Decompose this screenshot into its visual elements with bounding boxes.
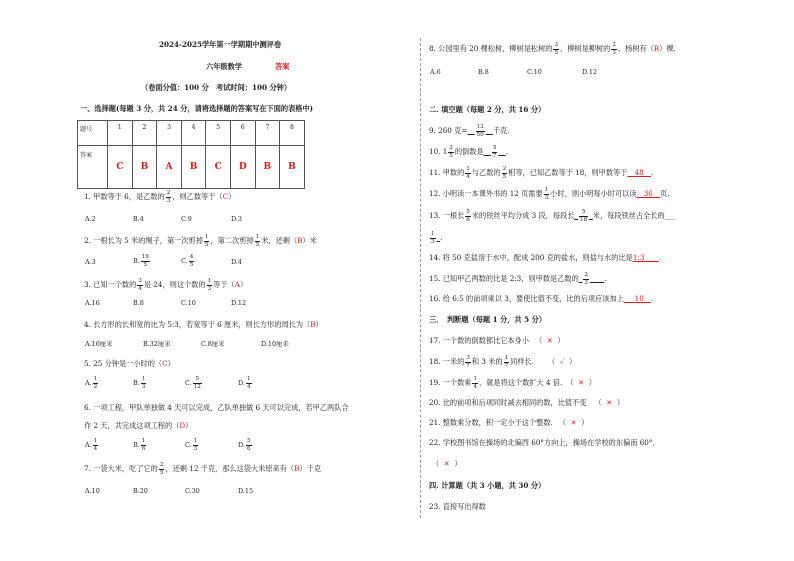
option-a: A.3 (85, 258, 96, 266)
table-cell: 3 (157, 121, 182, 146)
question-9: 9. 260 克=__ $\frac{13}{50}$ __千克. (429, 124, 510, 138)
cross-mark-icon: ✕ (546, 336, 553, 345)
question-6-options: A. $\frac{1}{4}$ B. $\frac{1}{6}$ C. $\frac{1}{3}$ D. $\frac{5}{6}$ (85, 438, 251, 452)
cross-mark-icon: ✕ (443, 459, 450, 468)
option-a: A.2 (85, 215, 96, 223)
answer-table (77, 120, 305, 189)
answer-mark: C (222, 192, 229, 201)
table-cell: 6 (230, 121, 255, 146)
question-2-options (85, 254, 275, 272)
table-cell: 1 (108, 121, 133, 146)
answer-mark: B (310, 320, 316, 329)
column-divider (420, 38, 421, 518)
question-23: 23. 直接写出得数 (429, 502, 486, 511)
question-2: 2. 一根长为 5 米的绳子，第一次剪掉 $\frac{1}{5}$ ，第二次剪掉 $\frac{1}{5}$ 米，还剩（B）米 (84, 234, 317, 248)
question-13: 13. 一根长 $\frac{5}{6}$ 米的铁丝平均分成 3 段，每段长_ $\frac{5}{18}$ _米，每段铁丝占全长的___ (429, 209, 676, 223)
table-answer-cell: C (206, 146, 231, 189)
section2-title: 二. 填空题（每题 2 分，共 16 分） (429, 105, 546, 114)
fraction: $\frac{2}{3}$ (166, 190, 171, 204)
question-6-line1: 6. 一项工程，甲队单独做 4 天可以完成，乙队单独做 6 天可以完成，若甲乙两队合 (84, 403, 349, 412)
question-18: 18. 一米的 $\frac{3}{7}$ 和 3 米的 $\frac{1}{7}$ 同样长. （ ✓ ） (429, 355, 577, 369)
question-12: 12. 小明读一本课外书的 12 页需要 $\frac{1}{3}$ 小时，则小明每小时可以读__36__页. (429, 187, 670, 201)
table-cell: 5 (206, 121, 231, 146)
question-4: 4. 长方形的长和宽的比为 5:3，若宽等于 6 厘米，则长方形的周长为（B） (84, 320, 323, 329)
section1-title: 一、选择题(每题 3 分，共 24 分，请将选择题的答案写在下面的表格中) (80, 104, 314, 113)
answer-mark: C (162, 359, 168, 368)
question-6-line2: 作 2 天，共完成这项工程的（D） (84, 421, 193, 430)
option-b: B. $\frac{19}{5}$ (133, 254, 149, 268)
question-8: 8. 公园里有 20 棵松树，柳树是松树的 $\frac{3}{5}$ ，柳树是柳树的 $\frac{2}{3}$ ，杨树有（B）棵. (429, 42, 676, 56)
table-answer-cell: A (157, 146, 182, 189)
question-10: 10. 1 $\frac{2}{5}$ 的倒数是__ $\frac{5}{7}$ __. (429, 145, 508, 159)
fraction: $\frac{1}{5}$ (255, 234, 260, 248)
answer-mark: A (234, 280, 240, 289)
cross-mark-icon: ✕ (570, 418, 577, 427)
table-cell: 4 (181, 121, 206, 146)
question-7: 7. 一袋大米，吃了它的 $\frac{2}{5}$ ，还剩 12 千克，那么这袋大米原来有（B）千克 (84, 462, 321, 476)
fraction: $\frac{1}{5}$ (204, 234, 209, 248)
exam-info: （卷面分值：100 分 考试时间：100 分钟） (141, 83, 292, 92)
exam-title: 2024-2025学年第一学期期中测评卷 (159, 40, 282, 49)
fraction: $\frac{3}{4}$ (138, 278, 142, 292)
table-answer-cell: C (108, 146, 133, 189)
table-answer-cell: B (255, 146, 280, 189)
table-answer-cell: B (181, 146, 206, 189)
exam-page: 2024-2025学年第一学期期中测评卷 六年级数学 答案 （卷面分值：100 分 考试时间：100 分钟） 一、选择题(每题 3 分，共 24 分，请将选择题的答案写在下面的表格中) 题号 1 2 3 4 5 6 7 8 答案 C B A B C D B B 1. 甲数等于 6，是乙数的 $\frac{2}{3}$ ，则乙数等于（C） A.2 B.4 C.9 D.3 2. 一根长为 5 米的绳子，第一次剪掉 $\frac{1}{5}$ ，第二次剪掉 $\frac{1}{5}$ 米，还剩（B）米 A.3 B. $\frac{19}{5}$ C. $\frac{4}{5}$ D.4 3. 已知一个数的 $\frac{3}{4}$ 是 24，则这个数的 $\frac{1}{3}$ 等于（A） A.16 B.8 C.10 D.12 4. 长方形的长和宽的比为 5:3，若宽等于 6 厘米，则长方形的周长为（B） A.16厘米 B.32厘米 C.8厘米 D.10厘米 5. 25 分钟是一小时的（C） A. $\frac{1}{2}$ B. $\frac{1}{3}$ C. $\frac{5}{12}$ D. $\frac{1}{4}$ 6. 一项工程，甲队单独做 4 天可以完成，乙队单独做 6 天可以完成，若甲乙两队合 作 2 天，共完成这项工程的（D） A. $\frac{1}{4}$ B. $\frac{1}{6}$ C. $\frac{1}{3}$ D. $\frac{5}{6}$ 7. 一袋大米，吃了它的 $\frac{2}{5}$ ，还剩 12 千克，那么这袋大米原来有（B）千克 A.10 B.20 C.30 D.15 8. 公园里有 20 棵松树，柳树是松树的 $\frac{3}{5}$ ，柳树是柳树的 $\frac{2}{3}$ ，杨树有（B）棵. A.6 B.8 C.10 D.12 二. 填空题（每题 2 分，共 16 分） 9. 260 克=__ $\frac{13}{50}$ __千克. 10. 1 $\frac{2}{5}$ 的倒数是__ $\frac{5}{7}$ __. 11. 甲数的 $\frac{1}{4}$ 与乙数的 $\frac{2}{5}$ 相等，已知乙数等于 18，则甲数等于__48__. 12. 小明读一本课外书的 12 页需要 $\frac{1}{3}$ 小时，则小明每小时可以读__36__页. 13. 一根长 $\frac{5}{6}$ 米的铁丝平均分成 3 段，每段长_ $\frac{5}{18}$ _米，每段铁丝占全长的___ $\frac{1}{3}$ _. 14. 将 50 克盐溶于水中，配成 200 克的盐水，则盐与水的比是1:3____. 15. 已知甲乙两数的比是 2:3，则甲数是乙数的_ $\frac{2}{3}$ ____. 16. 给 6:5 的前项乘以 3，要使比值不变，比的后项应该加上___10__. 三． 判断题（每题 1 分，共 5 分） 17. 一个数的倒数都比它本身小 （ ✕ ） 18. 一米的 $\frac{3}{7}$ 和 3 米的 $\frac{1}{7}$ 同样长. （ ✓ ） 19. 一个数乘 $\frac{1}{4}$ ，就是将这个数扩大 4 倍. （ ✕ ） 20. 比的前项和后项同时减去相同的数，比值不变 （ ✕ ） 21. 整数乘分数，积一定小于这个整数. （ ✕ ） 22. 学校图书馆在操场的北偏西 60°方向上，操场在学校的东偏南 60°． （ ✕ ） 四. 计算题（共 3 小题，共 30 分） 23. 直接写出得数 (0, 0, 794, 561)
question-22: 22. 学校图书馆在操场的北偏西 60°方向上，操场在学校的东偏南 60°． (429, 438, 660, 447)
section4-title: 四. 计算题（共 3 小题，共 30 分） (429, 481, 546, 490)
cross-mark-icon: ✕ (606, 398, 613, 407)
table-answer-cell: B (280, 146, 305, 189)
option-d: D.4 (231, 258, 242, 266)
table-cell: 8 (280, 121, 305, 146)
answer-mark: B (297, 236, 303, 245)
answer-mark: B (294, 464, 300, 473)
question-21: 21. 整数乘分数，积一定小于这个整数. （ ✕ ） (429, 418, 589, 427)
question-1: 1. 甲数等于 6，是乙数的 $\frac{2}{3}$ ，则乙数等于（C） (84, 190, 236, 204)
question-14: 14. 将 50 克盐溶于水中，配成 200 克的盐水，则盐与水的比是1:3____. (429, 253, 662, 262)
question-16: 16. 给 6:5 的前项乘以 3，要使比值不变，比的后项应该加上___10__. (429, 294, 654, 303)
question-20: 20. 比的前项和后项同时减去相同的数，比值不变 （ ✕ ） (429, 398, 625, 407)
section3-title: 三． 判断题（每题 1 分，共 5 分） (429, 315, 547, 324)
question-15: 15. 已知甲乙两数的比是 2:3，则甲数是乙数的_ $\frac{2}{3}$ ____. (429, 272, 607, 286)
table-header-answer: 答案 (78, 146, 108, 189)
table-cell: 2 (132, 121, 157, 146)
fraction: $\frac{2}{3}$ (612, 42, 616, 56)
option-d: D.3 (231, 215, 242, 223)
table-answer-cell: B (132, 146, 157, 189)
cross-mark-icon: ✕ (578, 378, 585, 387)
answer-tag: 答案 (275, 62, 290, 71)
question-19: 19. 一个数乘 $\frac{1}{4}$ ，就是将这个数扩大 4 倍. （ ✕ ） (429, 376, 596, 390)
question-22-mark: （ ✕ ） (432, 459, 462, 468)
answer-mark: B (653, 44, 660, 53)
answer-mark: D (179, 421, 186, 430)
option-c: C.9 (181, 215, 192, 223)
fraction: $\frac{1}{3}$ (207, 278, 212, 292)
question-11: 11. 甲数的 $\frac{1}{4}$ 与乙数的 $\frac{2}{5}$ 相等，已知乙数等于 18，则甲数等于__48__. (429, 166, 654, 180)
question-5: 5. 25 分钟是一小时的（C） (84, 359, 175, 368)
table-header-number: 题号 (78, 121, 108, 146)
check-mark-icon: ✓ (559, 357, 565, 366)
option-b: B.4 (133, 215, 144, 223)
question-5-options: A. $\frac{1}{2}$ B. $\frac{1}{3}$ C. $\frac{5}{12}$ D. $\frac{1}{4}$ (85, 376, 251, 390)
question-13-cont: $\frac{1}{3}$ _. (431, 231, 443, 245)
question-3: 3. 已知一个数的 $\frac{3}{4}$ 是 24，则这个数的 $\frac{1}{3}$ 等于（A） (84, 278, 248, 292)
option-c: C. $\frac{4}{5}$ (181, 254, 194, 268)
table-cell: 7 (255, 121, 280, 146)
question-17: 17. 一个数的倒数都比它本身小 （ ✕ ） (429, 336, 565, 345)
fraction: $\frac{3}{5}$ (554, 42, 559, 56)
fraction: $\frac{2}{5}$ (159, 462, 164, 476)
table-answer-cell: D (230, 146, 255, 189)
subject-label: 六年级数学 (206, 62, 242, 71)
